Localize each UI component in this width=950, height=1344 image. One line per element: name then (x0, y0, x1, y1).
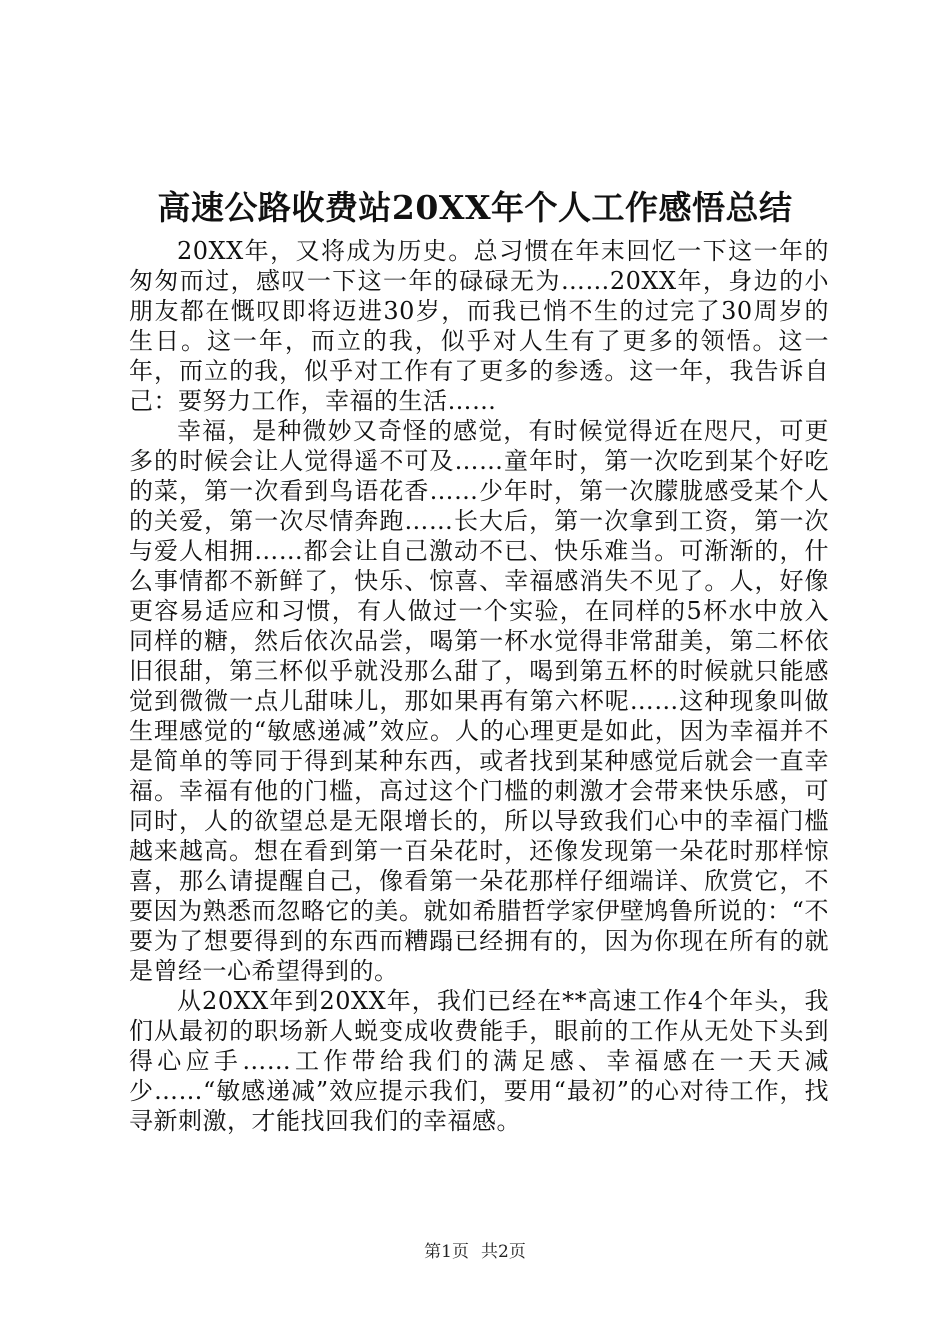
page-footer (0, 1241, 950, 1263)
document-title: 高速公路收费站20XX年个人工作感悟总结 (157, 188, 793, 227)
page-total: 共2页 (481, 1242, 526, 1262)
paragraph-1: 20XX年，又将成为历史。总习惯在年末回忆一下这一年的匆匆而过，感叹一下这一年的碌碌无为……20XX年，身边的小朋友都在慨叹即将迈进30岁，而我已悄不生的过完了30周岁的生日。这一年，而立的我，似乎对人生有了更多的领悟。这一年，而立的我，似乎对工作有了更多的参透。这一年，我告诉自己：要努力工作，幸福的生活…… (129, 237, 829, 415)
paragraph-2: 幸福，是种微妙又奇怪的感觉，有时候觉得近在咫尺，可更多的时候会让人觉得遥不可及……童年时，第一次吃到某个好吃的菜，第一次看到鸟语花香……少年时，第一次朦胧感受某个人的关爱，第一次尽情奔跑……长大后，第一次拿到工资，第一次与爱人相拥……都会让自己激动不已、快乐难当。可渐渐的，什么事情都不新鲜了，快乐、惊喜、幸福感消失不见了。人，好像更容易适应和习惯，有人做过一个实验，在同样的5杯水中放入同样的糖，然后依次品尝，喝第一杯水觉得非常甜美，第二杯依旧很甜，第三杯似乎就没那么甜了，喝到第五杯的时候就只能感觉到微微一点儿甜味儿，那如果再有第六杯呢……这种现象叫做生理感觉的“敏感递减”效应。人的心理更是如此，因为幸福并不是简单的等同于得到某种东西，或者找到某种感觉后就会一直幸福。幸福有他的门槛，高过这个门槛的刺激才会带来快乐感，可同时，人的欲望总是无限增长的，所以导致我们心中的幸福门槛越来越高。想在看到第一百朵花时，还像发现第一朵花时那样惊喜，那么请提醒自己，像看第一朵花那样仔细端详、欣赏它，不要因为熟悉而忽略它的美。就如希腊哲学家伊壁鸠鲁所说的：“不要为了想要得到的东西而糟蹋已经拥有的，因为你现在所有的就是曾经一心希望得到的。 (129, 417, 829, 985)
document-body (129, 236, 829, 1136)
paragraph-3: 从20XX年到20XX年，我们已经在**高速工作4个年头，我们从最初的职场新人蜕变成收费能手，眼前的工作从无处下头到得心应手……工作带给我们的满足感、幸福感在一天天减少……“敏感递减”效应提示我们，要用“最初”的心对待工作，找寻新刺激，才能找回我们的幸福感。 (129, 987, 829, 1135)
page-number: 第1页 (424, 1242, 469, 1262)
